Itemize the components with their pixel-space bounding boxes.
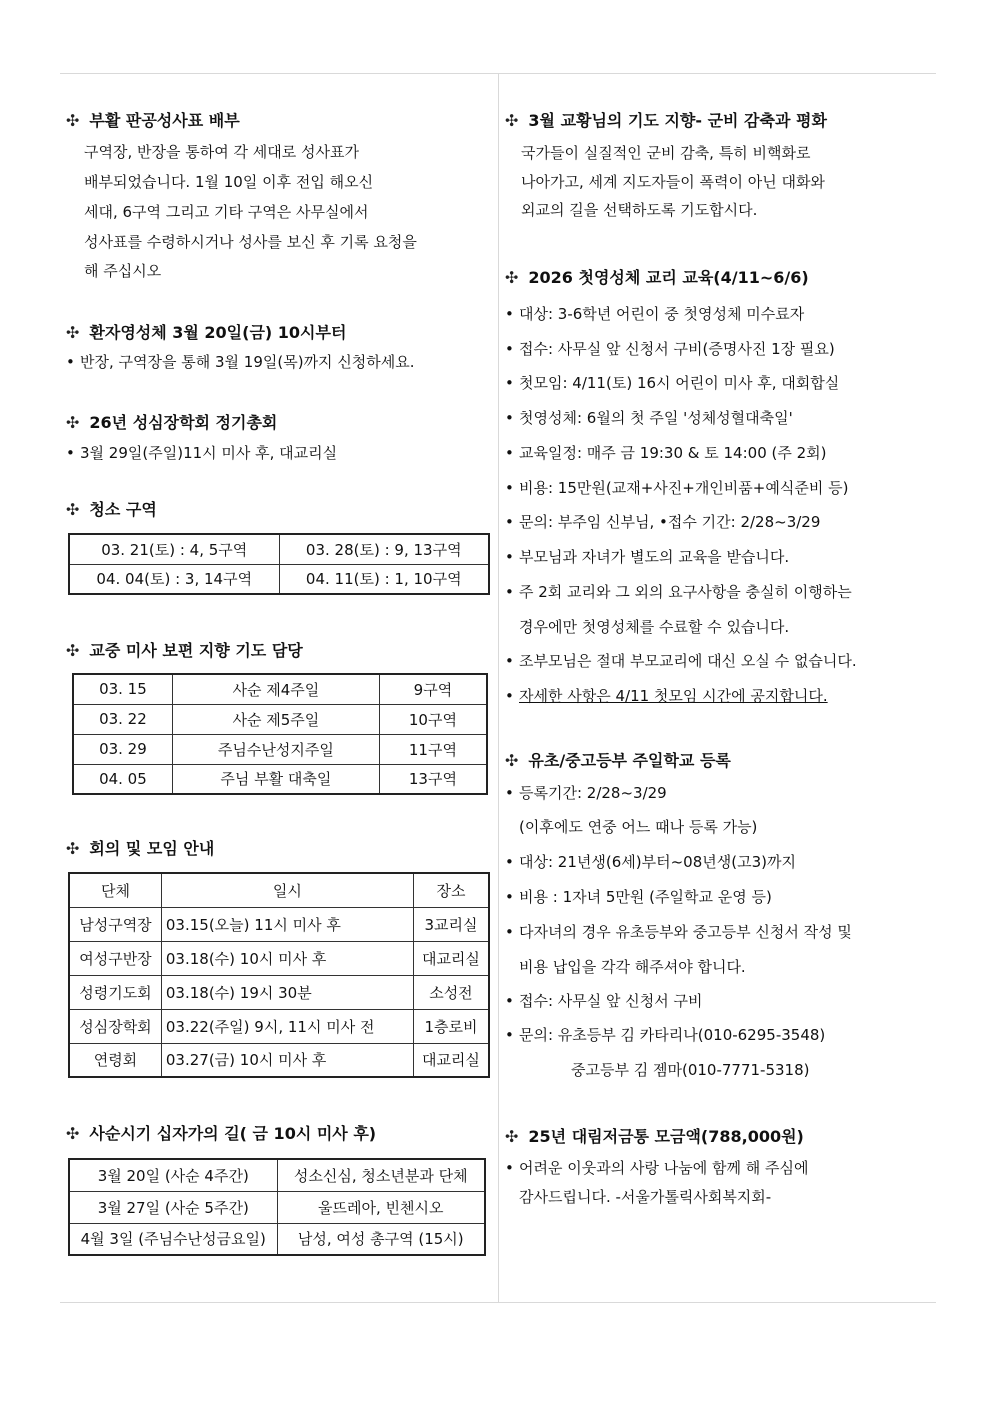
table-header: 단체 (69, 873, 161, 907)
body-line: 감사드립니다. -서울가톨릭사회복지회- (519, 1188, 772, 1206)
table-cell: 03.15(오늘) 11시 미사 후 (161, 907, 413, 941)
table-cell: 울뜨레아, 빈첸시오 (277, 1191, 485, 1223)
first-communion-title: ✣ 2026 첫영성체 교리 교육(4/11~6/6) (505, 268, 809, 287)
table-cell: 여성구반장 (69, 941, 161, 975)
pope-intention-title: ✣ 3월 교황님의 기도 지향- 군비 감축과 평화 (505, 111, 827, 130)
bullet-item: • 대상: 21년생(6세)부터~08년생(고3)까지 (505, 853, 796, 871)
table-cell: 03.27(금) 10시 미사 후 (161, 1043, 413, 1077)
bottom-rule (60, 1302, 936, 1303)
cross-icon: ✣ (66, 323, 80, 342)
bullet-item: • 대상: 3-6학년 어린이 중 첫영성체 미수료자 (505, 305, 805, 323)
table-row (69, 907, 489, 941)
table-cell: 03. 28(토) : 9, 13구역 (279, 534, 489, 564)
table-cell: 04. 11(토) : 1, 10구역 (279, 564, 489, 594)
bullet-item: • 자세한 사항은 4/11 첫모임 시간에 공지합니다. (505, 687, 828, 705)
table-cell: 사순 제5주일 (172, 704, 379, 734)
bullet-item: • 문의: 유초등부 김 카타리나(010-6295-3548) (505, 1026, 826, 1044)
bullet-item: • 접수: 사무실 앞 신청서 구비(증명사진 1장 필요) (505, 340, 835, 358)
table-cell: 03.22(주일) 9시, 11시 미사 전 (161, 1009, 413, 1043)
general-meeting-title: ✣ 26년 성심장학회 정기총회 (66, 413, 278, 432)
table-cell: 1층로비 (413, 1009, 489, 1043)
table-cell: 남성구역장 (69, 907, 161, 941)
table-cell: 03.18(수) 19시 30분 (161, 975, 413, 1009)
cross-icon: ✣ (66, 641, 80, 660)
bullet-item: • 첫모임: 4/11(토) 16시 어린이 미사 후, 대회합실 (505, 374, 840, 392)
table-row (69, 975, 489, 1009)
cross-icon: ✣ (505, 751, 519, 770)
bullet-item: • 주 2회 교리와 그 외의 요구사항을 충실히 이행하는 (505, 583, 852, 601)
table-header-row (69, 873, 489, 907)
table-cell: 03. 22 (73, 704, 172, 734)
table-row (73, 704, 487, 734)
table-row (69, 1043, 489, 1077)
cleaning-title: ✣ 청소 구역 (66, 500, 157, 519)
cross-icon: ✣ (66, 111, 80, 130)
bullet-item: • 반장, 구역장을 통해 3월 19일(목)까지 신청하세요. (66, 353, 415, 371)
table-row (69, 1159, 485, 1191)
table-cell: 03. 21(토) : 4, 5구역 (69, 534, 279, 564)
cross-icon: ✣ (505, 1127, 519, 1146)
bullet-item: • 3월 29일(주일)11시 미사 후, 대교리실 (66, 444, 338, 462)
table-cell: 04. 04(토) : 3, 14구역 (69, 564, 279, 594)
stations-table (68, 1158, 486, 1256)
cross-icon: ✣ (66, 413, 80, 432)
meetings-title: ✣ 회의 및 모임 안내 (66, 839, 215, 858)
table-cell: 3월 20일 (사순 4주간) (69, 1159, 277, 1191)
body-line: 성사표를 수령하시거나 성사를 보신 후 기록 요청을 (84, 233, 417, 251)
cross-icon: ✣ (505, 111, 519, 130)
table-row (69, 1223, 485, 1255)
table-row (73, 764, 487, 794)
body-line: 해 주십시오 (84, 262, 162, 280)
table-cell: 04. 05 (73, 764, 172, 794)
table-cell: 4월 3일 (주님수난성금요일) (69, 1223, 277, 1255)
table-header: 장소 (413, 873, 489, 907)
prayer-duty-title: ✣ 교중 미사 보편 지향 기도 담당 (66, 641, 303, 660)
table-cell: 주님수난성지주일 (172, 734, 379, 764)
body-line: 경우에만 첫영성체를 수료할 수 있습니다. (519, 618, 790, 636)
bullet-item: • 어려운 이웃과의 사랑 나눔에 함께 해 주심에 (505, 1159, 809, 1177)
bullet-item: • 비용 : 1자녀 5만원 (주일학교 운영 등) (505, 888, 772, 906)
sunday-school-title: ✣ 유초/중고등부 주일학교 등록 (505, 751, 731, 770)
table-cell: 대교리실 (413, 941, 489, 975)
table-cell: 03. 15 (73, 674, 172, 704)
table-cell: 10구역 (379, 704, 487, 734)
cross-icon: ✣ (66, 1124, 80, 1143)
table-row (69, 941, 489, 975)
table-cell: 대교리실 (413, 1043, 489, 1077)
body-line: 국가들이 실질적인 군비 감축, 특히 비핵화로 (521, 144, 811, 162)
table-cell: 03. 29 (73, 734, 172, 764)
table-cell: 성소신심, 청소년분과 단체 (277, 1159, 485, 1191)
bullet-item: • 부모님과 자녀가 별도의 교육을 받습니다. (505, 548, 790, 566)
body-line: 세대, 6구역 그리고 기타 구역은 사무실에서 (84, 203, 369, 221)
table-cell: 주님 부활 대축일 (172, 764, 379, 794)
body-line: 배부되었습니다. 1월 10일 이후 전입 해오신 (84, 173, 374, 191)
table-cell: 소성전 (413, 975, 489, 1009)
table-cell: 성령기도회 (69, 975, 161, 1009)
cleaning-table (68, 533, 490, 595)
bullet-item: • 교육일정: 매주 금 19:30 & 토 14:00 (주 2회) (505, 444, 827, 462)
table-cell: 13구역 (379, 764, 487, 794)
stations-title: ✣ 사순시기 십자가의 길( 금 10시 미사 후) (66, 1124, 377, 1143)
table-header: 일시 (161, 873, 413, 907)
easter-confession-title: ✣ 부활 판공성사표 배부 (66, 111, 240, 130)
bullet-item: • 조부모님은 절대 부모교리에 대신 오실 수 없습니다. (505, 652, 857, 670)
body-line: 구역장, 반장을 통하여 각 세대로 성사표가 (84, 143, 359, 161)
body-line: (이후에도 연중 어느 때나 등록 가능) (519, 818, 758, 836)
meetings-table (68, 872, 490, 1078)
table-row (69, 534, 489, 564)
table-cell: 03.18(수) 10시 미사 후 (161, 941, 413, 975)
table-cell: 11구역 (379, 734, 487, 764)
cross-icon: ✣ (66, 839, 80, 858)
table-cell: 3월 27일 (사순 5주간) (69, 1191, 277, 1223)
table-cell: 성심장학회 (69, 1009, 161, 1043)
body-line: 나아가고, 세계 지도자들이 폭력이 아닌 대화와 (521, 173, 825, 191)
column-divider (498, 73, 499, 1302)
table-cell: 연령회 (69, 1043, 161, 1077)
bullet-item: • 문의: 부주임 신부님, •접수 기간: 2/28~3/29 (505, 513, 821, 531)
bullet-item: • 등록기간: 2/28~3/29 (505, 784, 667, 802)
body-line: 비용 납입을 각각 해주셔야 합니다. (519, 958, 746, 976)
cross-icon: ✣ (505, 268, 519, 287)
cross-icon: ✣ (66, 500, 80, 519)
body-line: 중고등부 김 젬마(010-7771-5318) (571, 1061, 810, 1079)
table-cell: 3교리실 (413, 907, 489, 941)
table-row (69, 1191, 485, 1223)
savings-box-title: ✣ 25년 대림저금통 모금액(788,000원) (505, 1127, 804, 1146)
body-line: 외교의 길을 선택하도록 기도합시다. (521, 201, 758, 219)
patient-communion-title: ✣ 환자영성체 3월 20일(금) 10시부터 (66, 323, 347, 342)
table-cell: 9구역 (379, 674, 487, 704)
bullet-item: • 다자녀의 경우 유초등부와 중고등부 신청서 작성 및 (505, 923, 852, 941)
bullet-item: • 비용: 15만원(교재+사진+개인비품+예식준비 등) (505, 479, 849, 497)
bullet-item: • 접수: 사무실 앞 신청서 구비 (505, 992, 703, 1010)
table-row (73, 734, 487, 764)
table-row (69, 564, 489, 594)
bullet-item: • 첫영성체: 6월의 첫 주일 '성체성혈대축일' (505, 409, 793, 427)
table-row (69, 1009, 489, 1043)
table-cell: 남성, 여성 총구역 (15시) (277, 1223, 485, 1255)
prayer-duty-table (72, 673, 488, 795)
table-row (73, 674, 487, 704)
table-cell: 사순 제4주일 (172, 674, 379, 704)
